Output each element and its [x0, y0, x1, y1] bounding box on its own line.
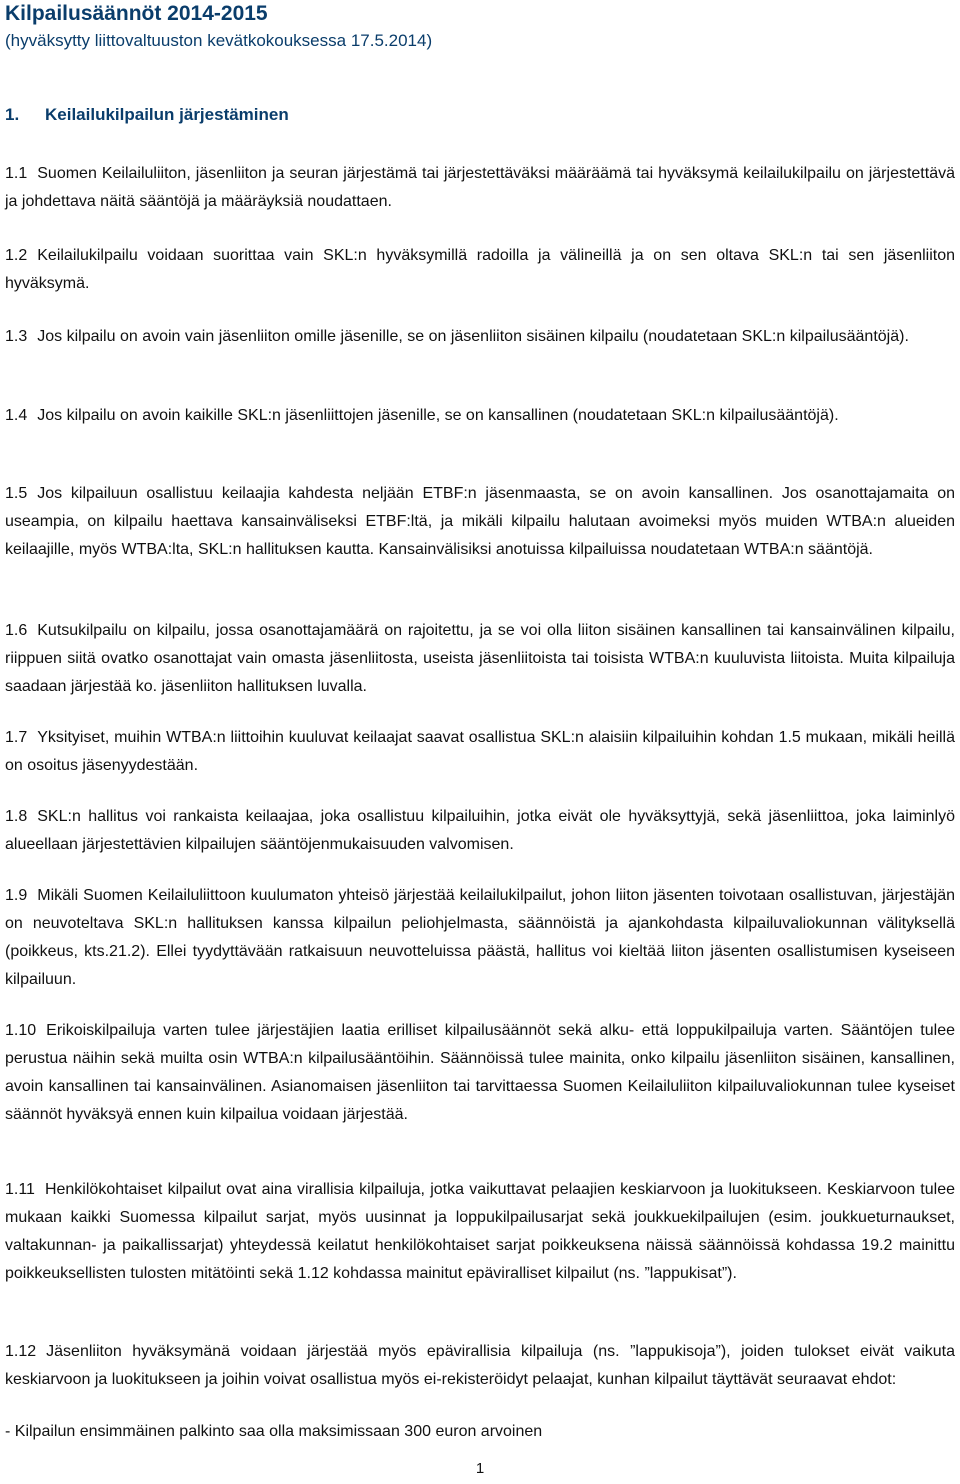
paragraph-1-2: [5, 242, 955, 298]
paragraph-number: 1.7: [5, 729, 28, 746]
paragraph-1-1: [5, 160, 955, 216]
paragraph-text: Kutsukilpailu on kilpailu, jossa osanottajamäärä on rajoitettu, ja se voi olla liiton sisäinen kansallinen tai kansainvälinen kilpailu, riippuen siitä ovatko osanottajat vain omasta jäsenliitosta, useista jäsenliitoista tai toisista WTBA:n kuuluvista liitoista. Muita kilpailuja saadaan järjestää ko. jäsenliiton hallituksen luvalla.: [5, 622, 955, 695]
paragraph-number: 1.10: [5, 1022, 37, 1039]
paragraph-number: 1.6: [5, 622, 28, 639]
document-title: Kilpailusäännöt 2014-2015: [5, 2, 268, 25]
paragraph-text: Suomen Keilailuliiton, jäsenliiton ja seuran järjestämä tai järjestettäväksi määräämä tai hyväksymä keilailukilpailu on järjestettävä ja johdettava näitä sääntöjä ja määräyksiä noudattaen.: [5, 165, 955, 210]
paragraph-number: 1.4: [5, 407, 28, 424]
document-subtitle: (hyväksytty liittovaltuuston kevätkokouksessa 17.5.2014): [5, 31, 433, 50]
paragraph-text: Erikoiskilpailuja varten tulee järjestäjien laatia erilliset kilpailusäännöt sekä alku- että loppukilpailuja varten. Sääntöjen tulee perustua näihin sekä muilta osin WTBA:n kilpailusääntöihin. Säännöissä tulee mainita, onko kilpailu jäsenliiton sisäinen, kansallinen, avoin kansallinen tai kansainvälinen. Asianomaisen jäsenliiton tai tarvittaessa Suomen Keilailuliiton kilpailuvaliokunnan tulee kyseiset säännöt hyväksyä ennen kuin kilpailua voidaan järjestää.: [5, 1022, 955, 1123]
paragraph-1-7: [5, 724, 955, 780]
paragraph-number: 1.9: [5, 887, 28, 904]
paragraph-text: Jos kilpailuun osallistuu keilaajia kahdesta neljään ETBF:n jäsenmaasta, se on avoin kansallinen. Jos osanottajamaita on useampia, on kilpailu haettava kansainväliseksi ETBF:ltä, ja mikäli kilpailu halutaan avoimeksi myös muiden WTBA:n alueiden keilaajille, myös WTBA:lta, SKL:n hallituksen kautta. Kansainvälisiksi anotuissa kilpailuissa noudatetaan WTBA:n sääntöjä.: [5, 485, 955, 558]
paragraph-text: Jos kilpailu on avoin kaikille SKL:n jäsenliittojen jäsenille, se on kansallinen (noudatetaan SKL:n kilpailusääntöjä).: [37, 407, 839, 424]
paragraph-1-10: [5, 1017, 955, 1129]
paragraph-1-5: [5, 480, 955, 564]
paragraph-text: Henkilökohtaiset kilpailut ovat aina virallisia kilpailuja, jotka vaikuttavat pelaajien keskiarvoon ja luokitukseen. Keskiarvoon tulee mukaan kaikki Suomessa kilpailut sarjat, myös uusinnat ja loppukilpailusarjat sekä joukkuekilpailujen (esim. joukkueturnaukset, valtakunnan- ja paikallissarjat) yhteydessä keilatut henkilökohtaiset sarjat poikkeuksena näissä säännöissä kohdassa 19.2 mainittu poikkeuksellisten tulosten mitätöinti sekä 1.12 kohdassa mainitut epäviralliset kilpailut (ns. ”lappukisat”).: [5, 1181, 955, 1282]
paragraph-text: Jos kilpailu on avoin vain jäsenliiton omille jäsenille, se on jäsenliiton sisäinen kilpailu (noudatetaan SKL:n kilpailusääntöjä).: [37, 328, 909, 345]
paragraph-text: Jäsenliiton hyväksymänä voidaan järjestää myös epävirallisia kilpailuja (ns. ”lappukisoja”), joiden tulokset eivät vaikuta keskiarvoon ja luokitukseen ja joihin voivat osallistua myös ei-rekisteröidyt pelaajat, kunhan kilpailut täyttävät seuraavat ehdot:: [5, 1343, 955, 1388]
section-heading: [5, 105, 289, 125]
paragraph-1-3: [5, 323, 955, 351]
paragraph-1-4: [5, 402, 955, 430]
paragraph-1-11: [5, 1176, 955, 1288]
paragraph-number: 1.1: [5, 165, 28, 182]
paragraph-1-8: [5, 803, 955, 859]
paragraph-1-12: [5, 1338, 955, 1394]
paragraph-text: Yksityiset, muihin WTBA:n liittoihin kuuluvat keilaajat saavat osallistua SKL:n alaisiin kilpailuihin kohdan 1.5 mukaan, mikäli heillä on osoitus jäsenyydestään.: [5, 729, 955, 774]
paragraph-text: SKL:n hallitus voi rankaista keilaajaa, joka osallistuu kilpailuihin, jotka eivät ole hyväksyttyjä, sekä jäsenliittoa, joka laiminlyö alueellaan järjestettävien kilpailujen sääntöjenmukaisuuden valvomisen.: [5, 808, 955, 853]
paragraph-1-6: [5, 617, 955, 701]
paragraph-number: 1.3: [5, 328, 28, 345]
paragraph-text: Keilailukilpailu voidaan suorittaa vain SKL:n hyväksymillä radoilla ja välineillä ja on sen oltava SKL:n tai sen jäsenliiton hyväksymä.: [5, 247, 955, 292]
paragraph-number: 1.12: [5, 1343, 37, 1360]
paragraph-number: 1.5: [5, 485, 28, 502]
section-number: 1.: [5, 105, 20, 124]
section-title: Keilailukilpailun järjestäminen: [45, 105, 289, 124]
list-item: - Kilpailun ensimmäinen palkinto saa olla maksimissaan 300 euron arvoinen: [5, 1423, 543, 1440]
paragraph-1-9: [5, 882, 955, 994]
paragraph-number: 1.8: [5, 808, 28, 825]
paragraph-text: Mikäli Suomen Keilailuliittoon kuulumaton yhteisö järjestää keilailukilpailut, johon liiton jäsenten toivotaan osallistuvan, järjestäjän on neuvoteltava SKL:n hallituksen kanssa kilpailun peliohjelmasta, säännöistä ja ajankohdasta kilpailuvaliokunnan välityksellä (poikkeus, kts.21.2). Ellei tyydyttävään ratkaisuun neuvotteluissa päästä, hallitus voi kieltää liiton jäsenten osallistumisen kyseiseen kilpailuun.: [5, 887, 955, 988]
paragraph-number: 1.2: [5, 247, 28, 264]
page-number: 1: [475, 1460, 485, 1477]
paragraph-number: 1.11: [5, 1181, 35, 1198]
